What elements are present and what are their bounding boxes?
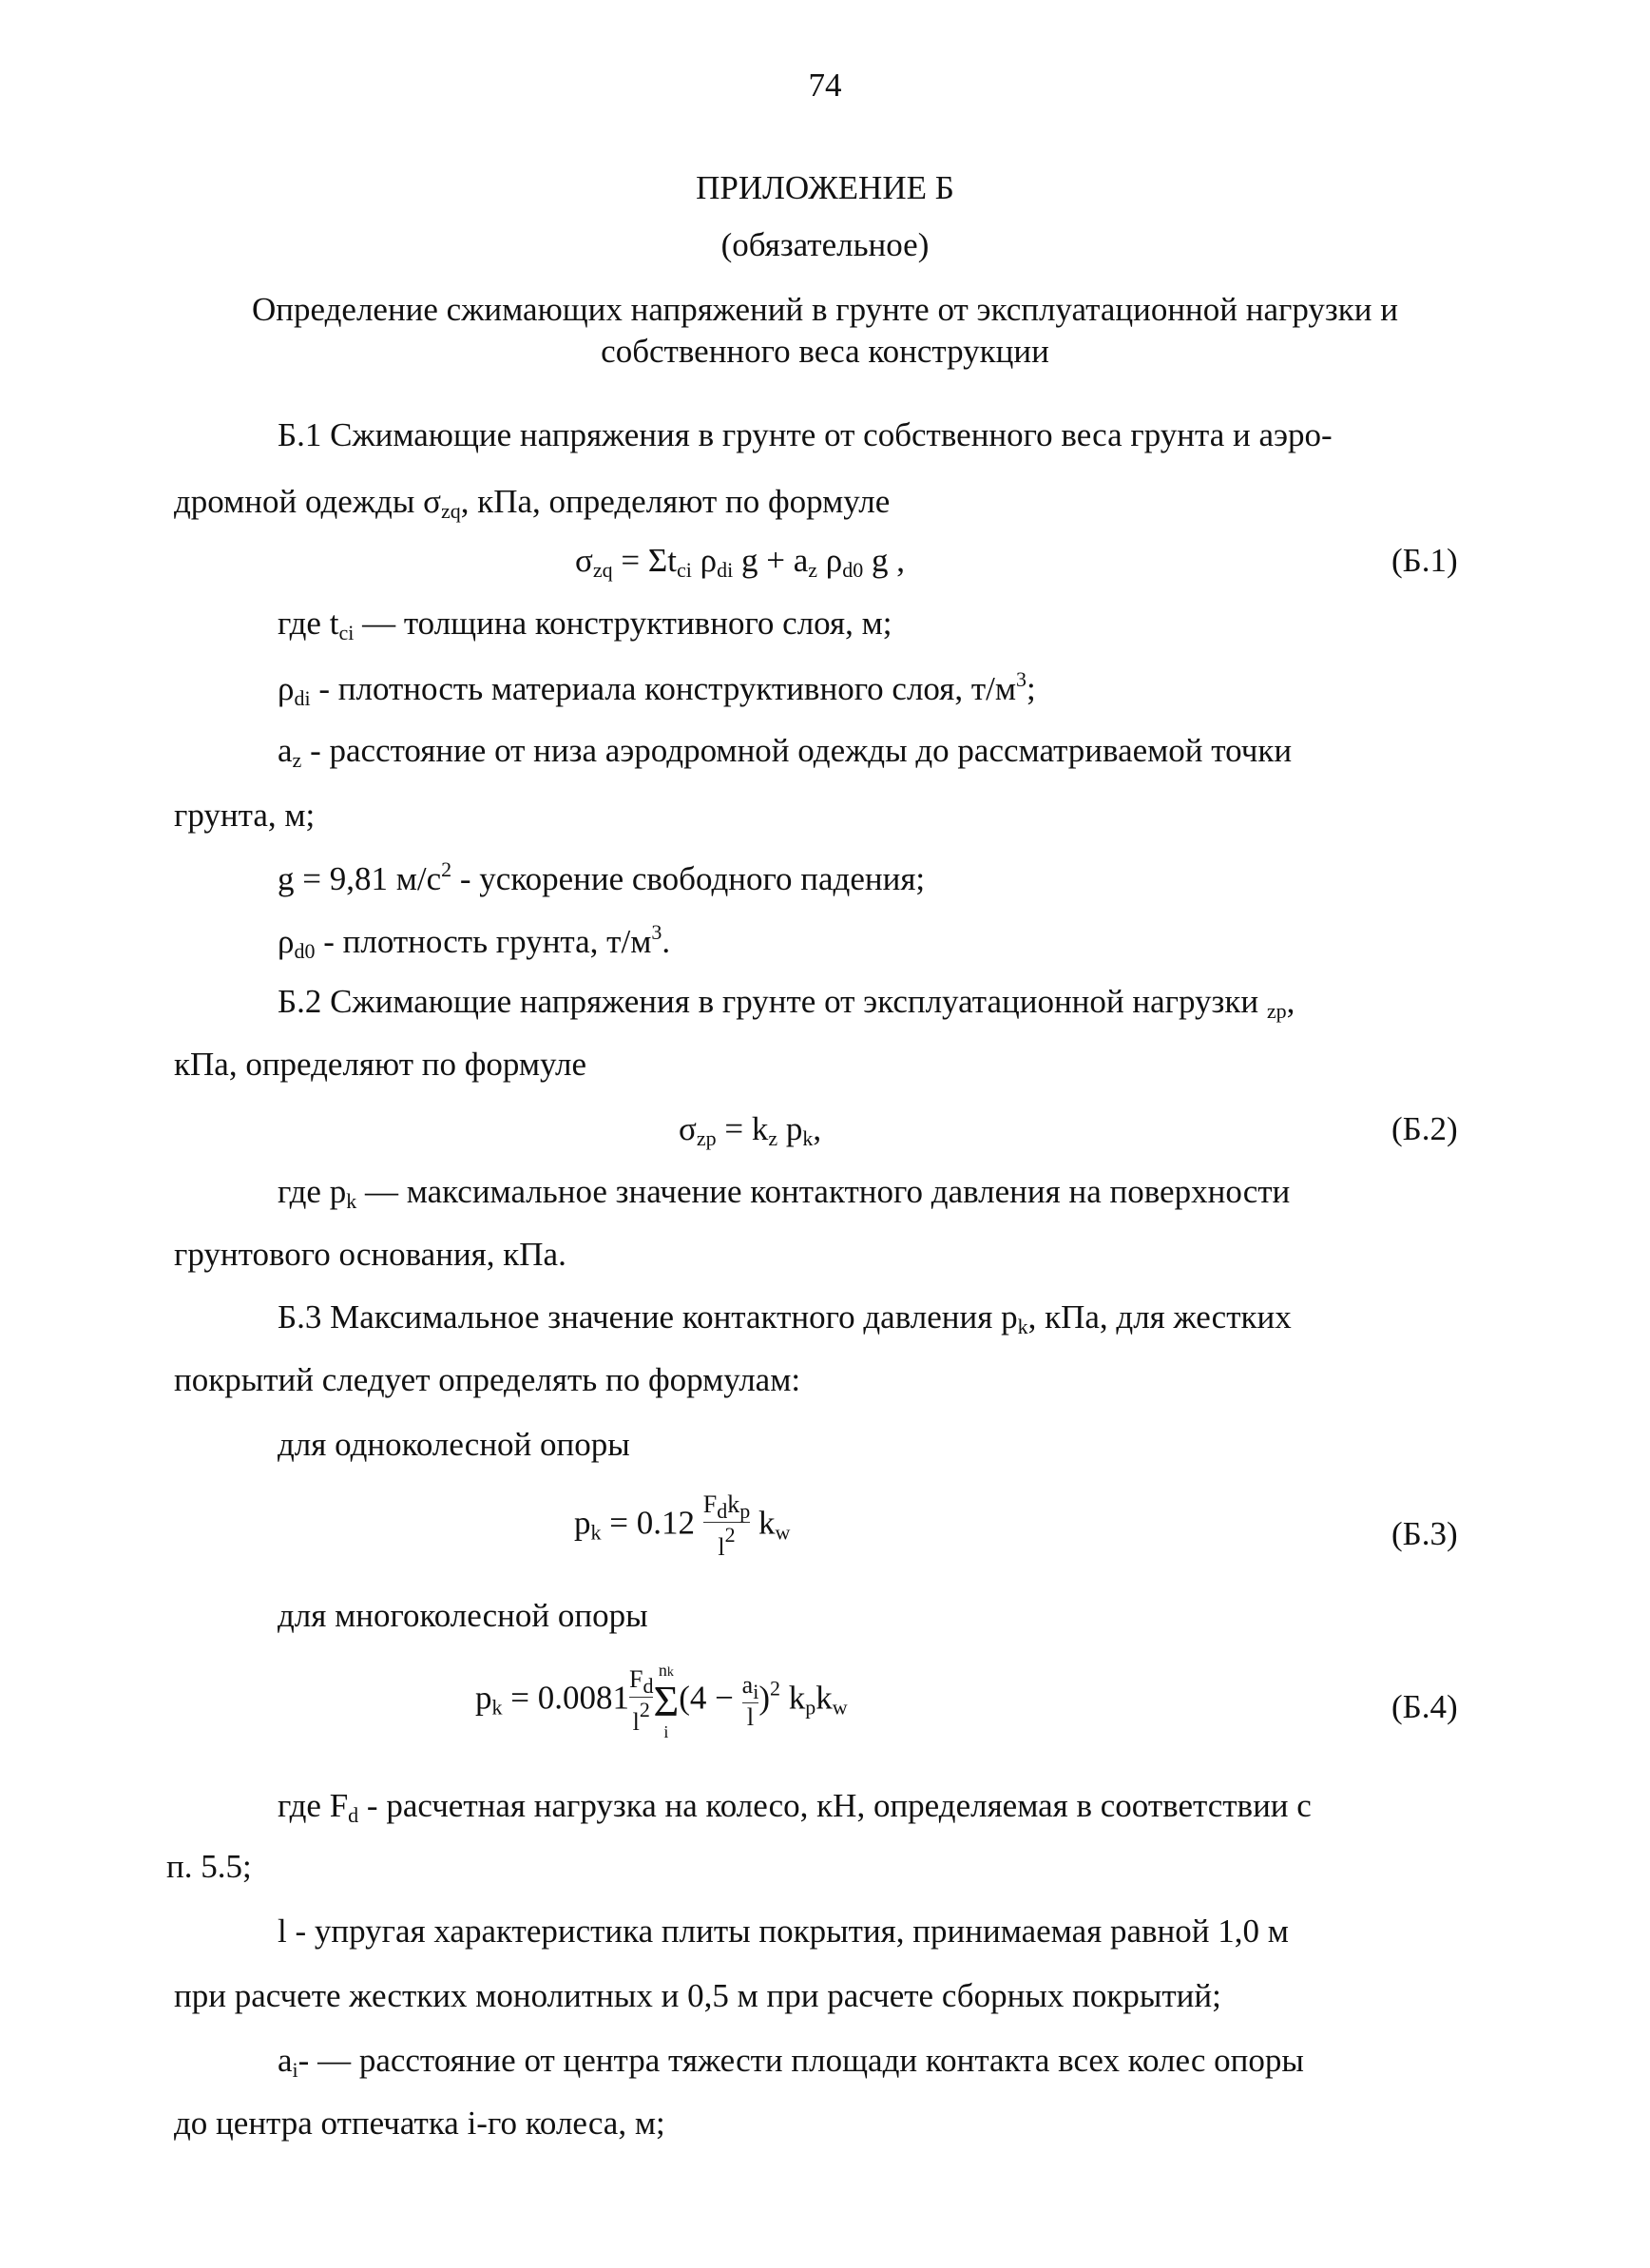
b1-paragraph-line-1: Б.1 Сжимающие напряжения в грунте от собственного веса грунта и аэро- (278, 416, 1333, 453)
appendix-title: ПРИЛОЖЕНИЕ Б (696, 169, 954, 206)
b3-definition-ai-cont: до центра отпечатка i-го колеса, м; (174, 2105, 665, 2142)
formula-b1: $\sigma_{zq} = \Sigma t_{ci}$ $\rho_{di}$ $g + a_z$ $\rho_{d0}$ g , (575, 542, 905, 582)
b1-definition-rho-di: $\rho_{di}$ - плотность материала конструктивного слоя, $т/м^3$; (278, 667, 1036, 710)
b2-definition-pk-cont: грунтового основания, кПа. (174, 1236, 566, 1273)
b3-definition-fd-cont: п. 5.5; (166, 1848, 252, 1885)
formula-b1-number: (Б.1) (1391, 542, 1458, 579)
b3-paragraph-line-1: Б.3 Максимальное значение контактного давления $p_k$, кПа, для жестких (278, 1298, 1292, 1338)
b3-definition-l-cont: при расчете жестких монолитных и 0,5 м при расчете сборных покрытий; (174, 1977, 1221, 2014)
single-wheel-label: для одноколесной опоры (278, 1426, 630, 1463)
b3-definition-ai: $a_i-$ — расстояние от центра тяжести площади контакта всех колес опоры (278, 2042, 1304, 2082)
multi-wheel-label: для многоколесной опоры (278, 1597, 648, 1634)
b3-definition-fd: где $F_d$ - расчетная нагрузка на колесо, кН, определяемая в соответствии с (278, 1787, 1312, 1827)
fraction-ai-l: $\frac{a_i}{l}$ (741, 1670, 759, 1731)
page-number: 74 (808, 67, 842, 104)
heading-line-1: Определение сжимающих напряжений в грунте от эксплуатационной нагрузки и (252, 291, 1398, 328)
summation-sign: nk Σ i (653, 1661, 680, 1741)
formula-b3: $p_k = 0.12$ $\frac{F_dk_p}{l^2}$ $k_w$ (574, 1490, 791, 1561)
b2-paragraph-line-2: кПа, определяют по формуле (174, 1046, 586, 1083)
formula-b3-number: (Б.3) (1391, 1515, 1458, 1552)
formula-b2: $\sigma_{zp} = k_z$ $p_k$, (679, 1110, 822, 1150)
formula-b4: $p_k = 0.0081$ $\frac{F_d}{l^2}$ nk Σ i(4 − $\frac{a_i}{l}$ )$^2$ $k_pk_w$ (475, 1661, 848, 1741)
formula-b4-number: (Б.4) (1391, 1688, 1458, 1725)
fraction-b3: $\frac{F_dk_p}{l^2}$ (702, 1490, 751, 1561)
b1-definition-g: g = 9,81 $м/с^2$ - ускорение свободного падения; (278, 857, 926, 897)
fraction-b4: $\frac{F_d}{l^2}$ (629, 1665, 654, 1736)
b1-definition-rho-d0: $\rho_{d0}$ - плотность грунта, $т/м^3$. (278, 920, 671, 963)
b3-definition-l: l - упругая характеристика плиты покрытия, принимаемая равной 1,0 м (278, 1912, 1289, 1950)
b3-paragraph-line-2: покрытий следует определять по формулам: (174, 1361, 801, 1398)
b1-definition-az-cont: грунта, м; (174, 797, 316, 834)
b1-definition-az: $a_z$ - расстояние от низа аэродромной одежды до рассматриваемой точки (278, 732, 1293, 772)
b1-paragraph-line-2: дромной одежды $\sigma_{zq}$, кПа, определяют по формуле (174, 483, 891, 523)
appendix-status: (обязательное) (720, 226, 930, 263)
heading-line-2: собственного веса конструкции (601, 333, 1049, 370)
formula-b2-number: (Б.2) (1391, 1110, 1458, 1147)
b1-definition-tc: где $t_{ci}$ — толщина конструктивного слоя, м; (278, 605, 892, 644)
b2-paragraph-line-1: Б.2 Сжимающие напряжения в грунте от эксплуатационной нагрузки $_{zp}$, (278, 983, 1295, 1023)
b2-definition-pk: где $p_k$ — максимальное значение контактного давления на поверхности (278, 1173, 1291, 1213)
